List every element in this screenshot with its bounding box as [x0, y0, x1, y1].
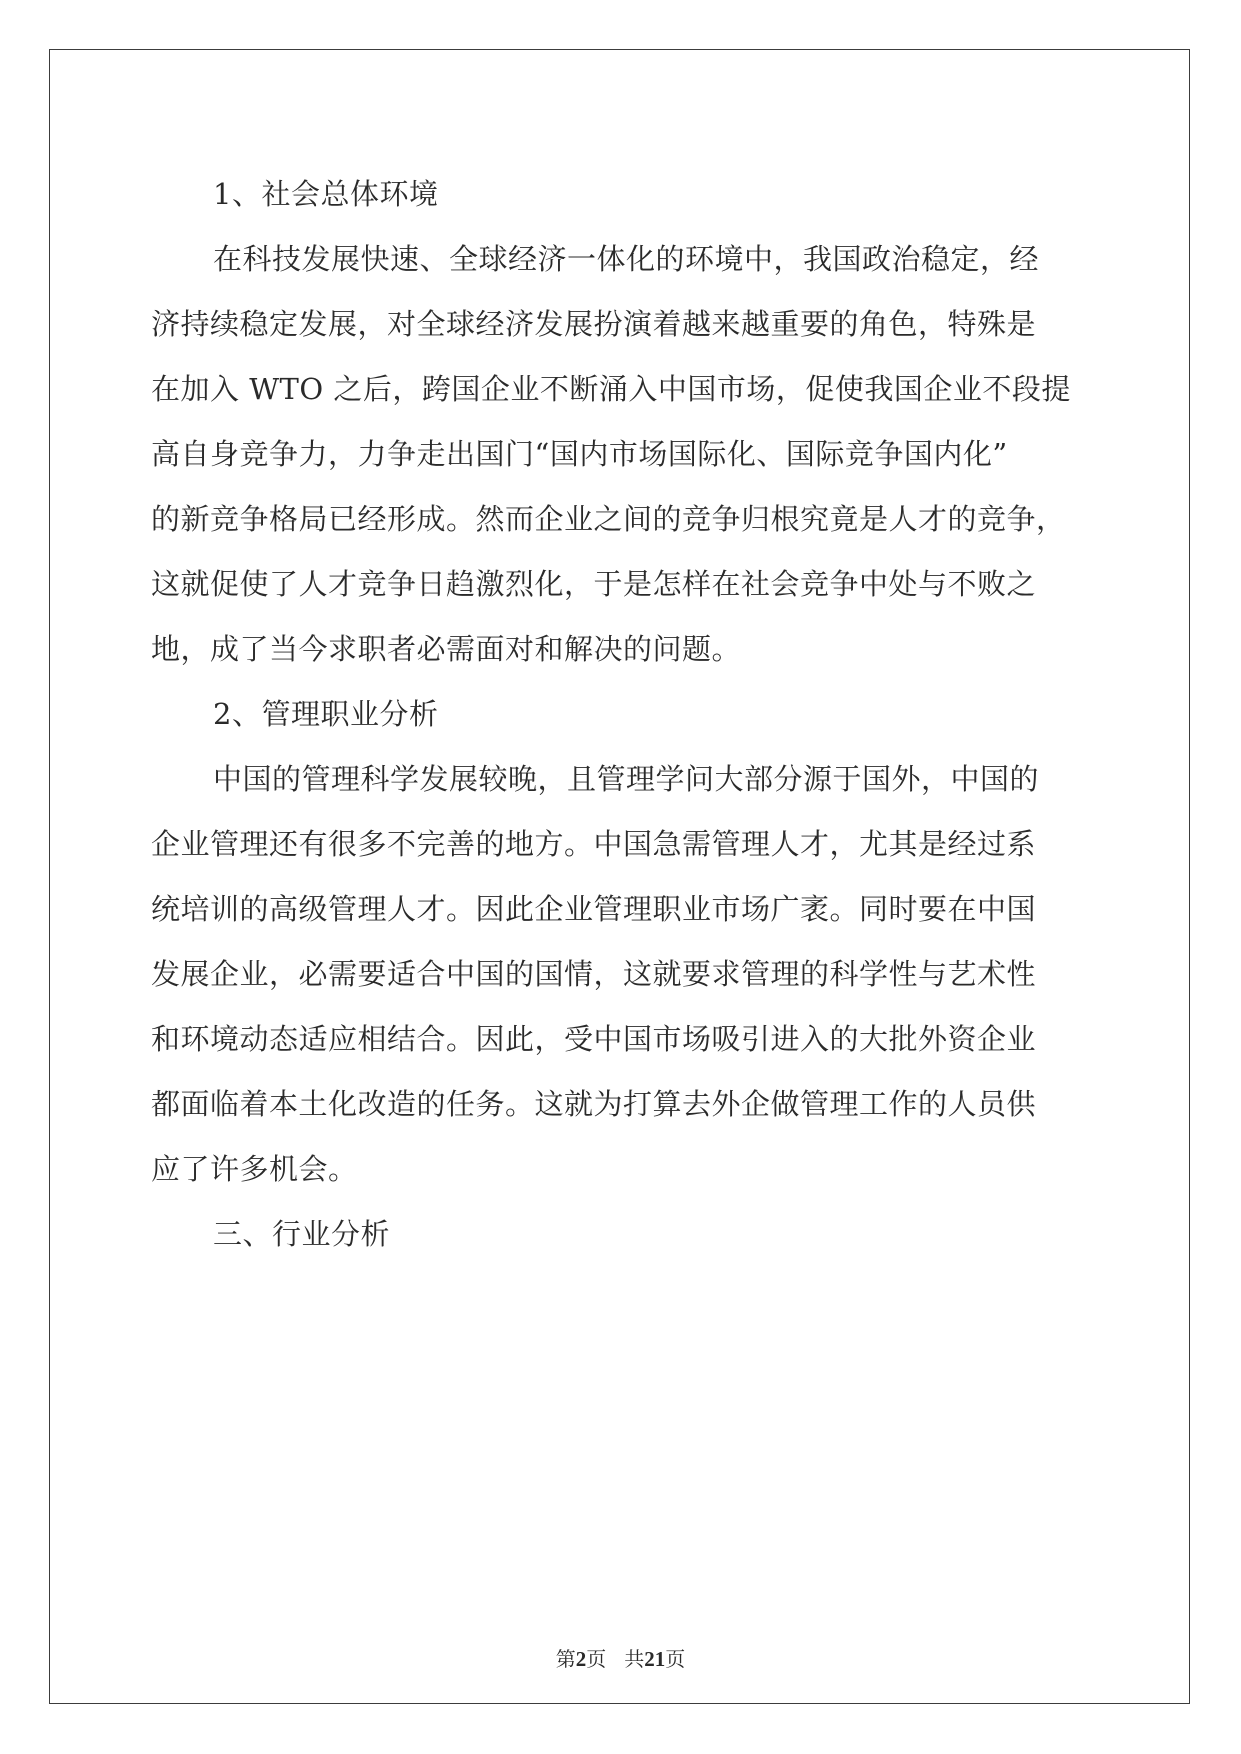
paragraph-line: 这就促使了人才竞争日趋激烈化，于是怎样在社会竞争中处与不败之 [151, 567, 1037, 601]
paragraph-line: 济持续稳定发展，对全球经济发展扮演着越来越重要的角色，特殊是 [151, 307, 1037, 341]
paragraph-line: 的新竞争格局已经形成。然而企业之间的竞争归根究竟是人才的竞争， [151, 502, 1066, 536]
section-heading: 1、社会总体环境 [213, 177, 439, 211]
paragraph-line: 都面临着本土化改造的任务。这就为打算去外企做管理工作的人员供 [151, 1087, 1037, 1121]
paragraph-line: 统培训的高级管理人才。因此企业管理职业市场广袤。同时要在中国 [151, 892, 1037, 926]
page-number: 2 [575, 1647, 587, 1671]
paragraph-line: 中国的管理科学发展较晚，且管理学问大部分源于国外，中国的 [213, 762, 1040, 796]
page-footer [0, 1643, 1241, 1672]
paragraph-line: 在科技发展快速、全球经济一体化的环境中，我国政治稳定，经 [213, 242, 1040, 276]
paragraph-line: 高自身竞争力，力争走出国门“国内市场国际化、国际竞争国内化” [151, 437, 1008, 471]
paragraph-line: 发展企业，必需要适合中国的国情，这就要求管理的科学性与艺术性 [151, 957, 1037, 991]
paragraph-line: 和环境动态适应相结合。因此，受中国市场吸引进入的大批外资企业 [151, 1022, 1037, 1056]
total-prefix: 共 [624, 1647, 645, 1671]
paragraph-line: 企业管理还有很多不完善的地方。中国急需管理人才，尤其是经过系 [151, 827, 1037, 861]
paragraph-line: 在加入 WTO 之后，跨国企业不断涌入中国市场，促使我国企业不段提 [151, 372, 1071, 406]
paragraph-line: 地，成了当今求职者必需面对和解决的问题。 [151, 632, 742, 666]
page-suffix: 页 [586, 1647, 607, 1671]
document-body [151, 162, 1091, 1267]
total-suffix: 页 [665, 1647, 686, 1671]
section-heading: 三、行业分析 [213, 1217, 391, 1251]
section-heading: 2、管理职业分析 [213, 697, 439, 731]
page-prefix: 第 [555, 1647, 576, 1671]
paragraph-line: 应了许多机会。 [151, 1152, 358, 1186]
total-pages: 21 [644, 1647, 666, 1671]
